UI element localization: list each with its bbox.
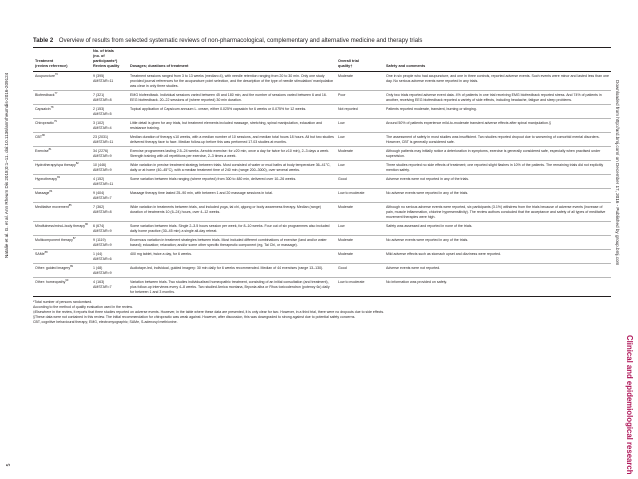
footnote: *Total number of persons randomised. <box>33 300 93 304</box>
review-quality: AMSTAR=7 <box>93 195 112 200</box>
reference-number[interactable]: 84 <box>49 189 53 193</box>
cell-trials <box>91 175 128 189</box>
treatment-name: Acupuncture <box>35 73 55 78</box>
cell-trials <box>91 161 128 175</box>
cell-overall-quality: Moderate <box>336 72 384 91</box>
table-container <box>33 38 611 325</box>
cell-dosage: Treatment sessions ranged from 3 to 13 weeks (median=4), with needle retention ranging from 20 to 30 min. Only one study provided journal references for the acupuncture point selection, and the description of the type of needle stimulation/ manipulation was clear in only three studies. <box>128 72 336 91</box>
cell-dosage: Audiotape-led, individual, guided imagery: 30 min daily for 6 weeks recommended. Median of 44 exercises (range 13–130). <box>128 264 336 278</box>
cell-safety: Although no serious adverse events were reported, six participants (3.1%) withdrew from the trials because of adverse events (increase of pain, muscle inflammation, chlorine hypersensitivity). The review authors concluded that the acceptance and safety of all types of meditative movement therapies were high. <box>384 203 611 222</box>
footnote: CBT, cognitive behavioural therapy; EMG, electromyographic; SAMe, S-adenosyl methionine. <box>33 320 178 324</box>
reference-number[interactable]: 90 <box>65 278 69 282</box>
cell-treatment <box>33 175 91 189</box>
trial-count: 9 (395) <box>93 73 105 78</box>
cell-dosage: 400 mg tablet, twice a day, for 6 weeks. <box>128 250 336 264</box>
cell-trials <box>91 236 128 250</box>
review-quality: AMSTAR=9 <box>93 228 112 233</box>
cell-treatment <box>33 203 91 222</box>
cell-dosage: Wide variation in precise treatment strategy between trials. Most consisted of water or mud baths at body temperature 36–41°C, daily or at home (40–45°C), with a median treatment time of 240 min (range 200–3000), over several weeks. <box>128 161 336 175</box>
cell-safety: Adverse events were not reported. <box>384 264 611 278</box>
cell-trials <box>91 278 128 297</box>
table-row <box>33 189 611 203</box>
table-row <box>33 203 611 222</box>
footnote: §These data were not contained in this review. The initial recommendation for chiropractic was weak against. However, after discussion, this was downgraded to strong against due to potential safety concerns. <box>33 315 356 319</box>
cell-treatment <box>33 72 91 91</box>
trial-count: 23 (2031) <box>93 134 109 139</box>
table-row <box>33 278 611 297</box>
cell-dosage: Little detail is given for any trials, but treatment elements included massage, stretching, spinal manipulation, education and resistance training. <box>128 119 336 133</box>
cell-overall-quality: Moderate <box>336 203 384 222</box>
table-row <box>33 133 611 147</box>
trial-count: 3 (102) <box>93 120 105 125</box>
trial-count: 6 (674) <box>93 223 105 228</box>
cell-treatment <box>33 91 91 105</box>
table-row <box>33 105 611 119</box>
cell-safety: No adverse events were reported in any of the trials. <box>384 236 611 250</box>
treatment-name: CBT <box>35 134 43 139</box>
reference-number[interactable]: 88 <box>44 250 48 254</box>
table-row <box>33 119 611 133</box>
reference-number[interactable]: 87 <box>72 236 76 240</box>
review-quality: AMSTAR=9 <box>93 167 112 172</box>
table-row <box>33 91 611 105</box>
cell-overall-quality: Low <box>336 161 384 175</box>
table-footnotes <box>33 300 611 325</box>
treatment-name: Meditative movement <box>35 204 69 209</box>
cell-treatment <box>33 161 91 175</box>
results-table <box>33 48 611 297</box>
table-row <box>33 264 611 278</box>
cell-trials <box>91 264 128 278</box>
reference-number[interactable]: 81 <box>48 147 52 151</box>
review-quality: AMSTAR=11 <box>93 139 114 144</box>
cell-overall-quality: Low to moderate <box>336 278 384 297</box>
treatment-name: Multicomponent therapy <box>35 237 73 242</box>
treatment-name: SAMe <box>35 251 45 256</box>
treatment-name: Hydrotherapy/spa therapy <box>35 162 76 167</box>
cell-overall-quality: Low <box>336 222 384 236</box>
reference-number[interactable]: 85 <box>68 203 72 207</box>
trial-count: 7 (362) <box>93 204 105 209</box>
header-safety: Safety and comments <box>384 48 611 72</box>
treatment-name: Chiropractic <box>35 120 54 125</box>
table-row <box>33 236 611 250</box>
cell-overall-quality: Low to moderate <box>336 189 384 203</box>
treatment-name: Biofeedback <box>35 92 55 97</box>
table-body <box>33 72 611 297</box>
review-quality: AMSTAR=8 <box>93 97 112 102</box>
journal-section-title: Clinical and epidemiological research <box>625 335 634 475</box>
table-row <box>33 175 611 189</box>
cell-safety: The assessment of safety in most studies was insufficient. Two studies reported dropout due to worsening of comorbid mental disorders. However, CBT is generally considered safe. <box>384 133 611 147</box>
cell-treatment <box>33 133 91 147</box>
cell-overall-quality: Low <box>336 133 384 147</box>
page-number: 5 <box>6 463 12 467</box>
table-row <box>33 250 611 264</box>
trial-count: 7 (321) <box>93 92 105 97</box>
review-quality: AMSTAR=8 <box>93 209 112 214</box>
table-row <box>33 222 611 236</box>
table-row <box>33 72 611 91</box>
cell-overall-quality: Good <box>336 175 384 189</box>
cell-trials <box>91 203 128 222</box>
cell-treatment <box>33 264 91 278</box>
cell-overall-quality: Low <box>336 119 384 133</box>
table-caption <box>33 38 611 48</box>
cell-dosage: EMG biofeedback. Individual sessions varied between 45 and 180 min, and the number of sessions varied between 6 and 16. EEG biofeedback. 20–22 sessions of (where reported) 30 min duration. <box>128 91 336 105</box>
cell-trials <box>91 133 128 147</box>
cell-treatment <box>33 189 91 203</box>
reference-number[interactable]: 82 <box>75 161 79 165</box>
cell-dosage: Topical application of Capsicum annuum L. cream, either 0.025% capsaicin for 6 weeks or 0.075% for 12 weeks. <box>128 105 336 119</box>
reference-number[interactable]: 89 <box>70 264 73 268</box>
article-citation: Natalie et al. G. et al. Ann Rheum Dis 2018;0:1–11. doi:10.1136/annrheumdis-2016-209124 <box>4 72 9 258</box>
trial-count: 1 (44) <box>93 251 103 256</box>
cell-trials <box>91 189 128 203</box>
header-overall-quality: Overall trial quality† <box>336 48 384 72</box>
cell-overall-quality: Moderate <box>336 236 384 250</box>
cell-overall-quality: Moderate <box>336 250 384 264</box>
trial-count: 4 (152) <box>93 176 105 181</box>
cell-safety: Mild adverse effects such as stomach upset and dizziness were reported. <box>384 250 611 264</box>
cell-treatment <box>33 236 91 250</box>
trial-count: 1 (48) <box>93 265 103 270</box>
header-dosage: Dosages; durations of treatment <box>128 48 336 72</box>
review-quality: AMSTAR=11 <box>93 78 114 83</box>
reference-number[interactable]: 83 <box>57 175 60 179</box>
review-quality: AMSTAR=11 <box>93 181 114 186</box>
review-quality: AMSTAR=9 <box>93 153 112 158</box>
table-label: Table 2 <box>33 38 54 44</box>
cell-dosage: Enormous variation in treatment strategies between trials. Most included different combinations of exercise (land and/or water based); education; relaxation; and/or some other specific therapeutic component (eg, Tai Chi, or massage). <box>128 236 336 250</box>
trial-count: 2 (153) <box>93 106 105 111</box>
footnote: According to the method of quality evaluation used in the review. <box>33 305 133 309</box>
review-quality: AMSTAR=4 <box>93 125 112 130</box>
reference-number[interactable]: 76 <box>54 72 58 76</box>
cell-overall-quality: Moderate <box>336 147 384 161</box>
trial-count: 9 (404) <box>93 190 105 195</box>
review-quality: AMSTAR=7 <box>93 284 112 289</box>
cell-safety: Three studies reported no side effects of treatment; one reported slight flashes in 10% of the patients. The remaining trials did not explicitly mention safety. <box>384 161 611 175</box>
treatment-name: Mindfulness/mind–body therapy <box>35 223 86 228</box>
cell-overall-quality: Poor <box>336 91 384 105</box>
cell-treatment <box>33 222 91 236</box>
reference-number[interactable]: 77 <box>54 91 58 95</box>
cell-trials <box>91 91 128 105</box>
treatment-name: Capsaicin <box>35 106 51 111</box>
download-notice[interactable]: Downloaded from http://ard.bmj.com/ on December 17, 2016 - Published by group.bmj.com <box>615 80 620 266</box>
header-trials: No. of trials (no. of participants*) Review quality <box>91 48 128 72</box>
cell-safety: Patients reported moderate, transient, burning or stinging. <box>384 105 611 119</box>
cell-trials <box>91 250 128 264</box>
footnote: ‡Elsewhere in the review, it reports that three studies reported on adverse events. However, in the table where these data are presented, it is only clear for two. However, in a third trial, there were no dropouts due to side effects. <box>33 310 385 314</box>
cell-safety: No adverse events were reported in any of the trials. <box>384 189 611 203</box>
cell-dosage: Exercise programmes lasting 2.5–24 weeks. Aerobic exercise: for ≥20 min, once a day for twice for ≥10 min), 2–3 days a week. Strength training with ≥8 repetitions per exercise, 2–3 times a week. <box>128 147 336 161</box>
cell-safety: Around 50% of patients experience mild-to-moderate transient adverse effects after spinal manipulation.§ <box>384 119 611 133</box>
cell-trials <box>91 119 128 133</box>
trial-count: 34 (2276) <box>93 148 109 153</box>
reference-number[interactable]: 78 <box>50 105 54 109</box>
treatment-name: Exercise <box>35 148 49 153</box>
review-quality: AMSTAR=5 <box>93 111 112 116</box>
review-quality: AMSTAR=9 <box>93 242 112 247</box>
cell-safety: No information was provided on safety. <box>384 278 611 297</box>
treatment-name: Hypnotherapy <box>35 176 58 181</box>
cell-safety: Safety was assessed and reported in none of the trials. <box>384 222 611 236</box>
cell-dosage: Some variation between trials ranging (where reported) from 300 to 480 min, delivered over 10–26 weeks. <box>128 175 336 189</box>
trial-count: 9 (1119) <box>93 237 106 242</box>
treatment-name: Other: homeopathy <box>35 279 66 284</box>
cell-dosage: Wide variation in treatments between trials, and included yoga, tai chi, qigong or body awareness therapy. Median (range) duration of treatments 10 (6–24) hours, over 4–12 weeks. <box>128 203 336 222</box>
table-title: Overview of results from selected systematic reviews of non-pharmacological, complementary and alternative medicine and therapy trials <box>58 38 423 44</box>
cell-treatment <box>33 105 91 119</box>
cell-trials <box>91 222 128 236</box>
cell-dosage: Some variation between trials. Single 2–3.5 hours session per week, for 8–10 weeks. Four out of six programmes also included daily home practice (30–45 min) a single all-day retreat. <box>128 222 336 236</box>
cell-dosage: Median duration of therapy ≤10 weeks, with a median number of 10 sessions, and median total hours 18 hours. All but two studies delivered therapy face to face. Median follow-up before this was performed 17.03 studies at months. <box>128 133 336 147</box>
cell-dosage: Variation between trials. Two studies individualised homeopathic treatment, consisting of an initial consultation (and treatment), plus follow-up interviews every 4–8 weeks. Two studied Arnica montana, Bryonia alba or Rhus toxicodendron (potency 6c) daily for between 1 and 3 months. <box>128 278 336 297</box>
cell-treatment <box>33 119 91 133</box>
cell-dosage: Massage therapy time lasted 25–90 min, with between 1 and 20 massage sessions in total. <box>128 189 336 203</box>
reference-number[interactable]: 80 <box>42 133 45 137</box>
reference-number[interactable]: 86 <box>85 222 88 226</box>
table-row <box>33 161 611 175</box>
cell-treatment <box>33 147 91 161</box>
table-row <box>33 147 611 161</box>
review-quality: AMSTAR=9 <box>93 270 112 275</box>
trial-count: 10 (446) <box>93 162 107 167</box>
table-header-row <box>33 48 611 72</box>
cell-treatment <box>33 278 91 297</box>
cell-trials <box>91 72 128 91</box>
cell-trials <box>91 105 128 119</box>
trial-count: 4 (163) <box>93 279 105 284</box>
treatment-name: Massage <box>35 190 50 195</box>
cell-trials <box>91 147 128 161</box>
cell-treatment <box>33 250 91 264</box>
header-treatment: Treatment (review reference) <box>33 48 91 72</box>
review-quality: AMSTAR=6 <box>93 256 112 261</box>
cell-overall-quality: Not reported <box>336 105 384 119</box>
treatment-name: Other: guided imagery <box>35 265 71 270</box>
cell-safety: Although patients may initially notice a deterioration in symptoms, exercise is generally considered safe, especially when practised under supervision. <box>384 147 611 161</box>
cell-safety: Only two trials reported adverse event data. 4% of patients in one trial receiving EMG biofeedback reported stress. And 74% of patients in another, receiving EEG biofeedback reported a variety of side effects, including headache, fatigue and sleep problems. <box>384 91 611 105</box>
cell-safety: Adverse events were not reported in any of the trials. <box>384 175 611 189</box>
cell-safety: One in six people who had acupuncture, and one in three controls, reported adverse events. Such events were minor and lasted less than one day. No serious adverse events were reported in any trials. <box>384 72 611 91</box>
cell-overall-quality: Good <box>336 264 384 278</box>
reference-number[interactable]: 79 <box>53 119 57 123</box>
